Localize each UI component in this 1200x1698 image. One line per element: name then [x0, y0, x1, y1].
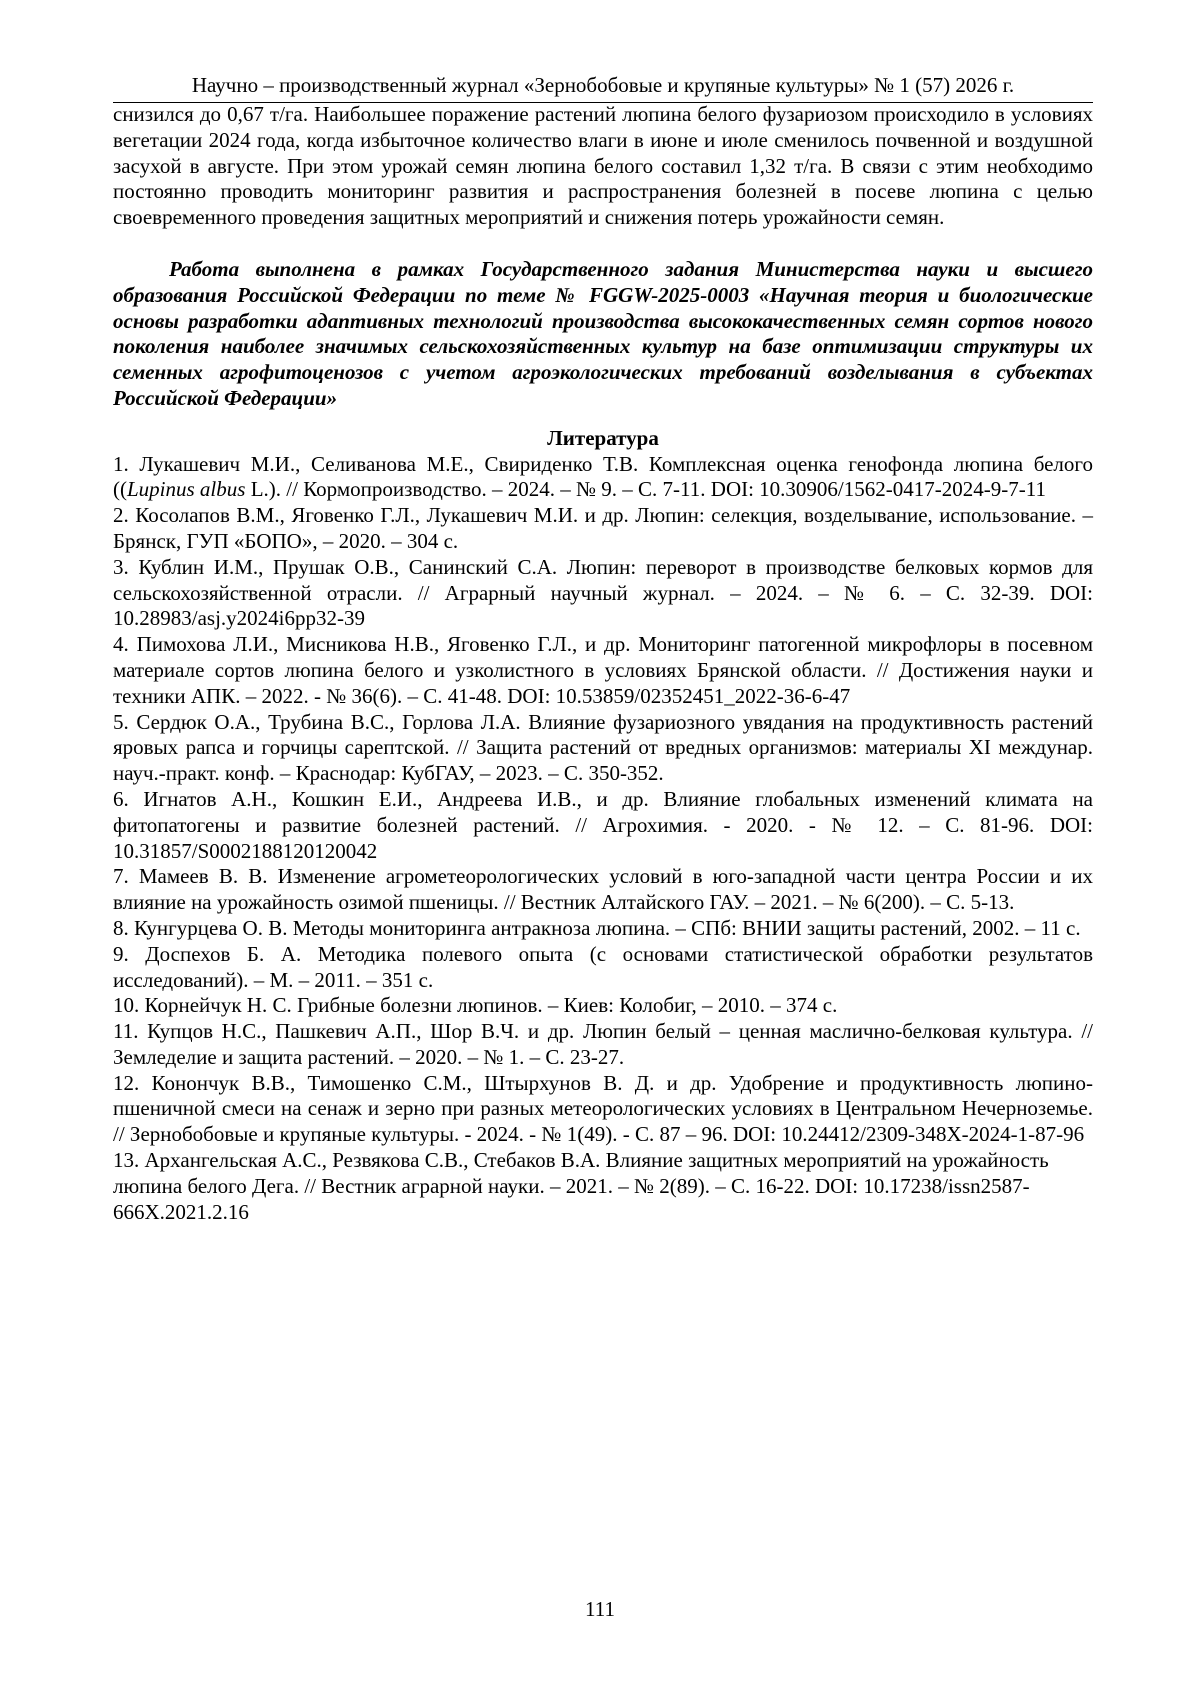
reference-item-5: 5. Сердюк О.А., Трубина В.С., Горлова Л.А. Влияние фузариозного увядания на продуктивность растений яровых рапса и горчицы сарептской. // Защита растений от вредных организмов: материалы XI междунар. науч.-практ. конф. – Краснодар: КубГАУ, – 2023. – С. 350-352. [113, 709, 1093, 786]
reference-item-13: 13. Архангельская А.С., Резвякова С.В., Стебаков В.А. Влияние защитных мероприятий на урожайность люпина белого Дега. // Вестник аграрной науки. – 2021. – № 2(89). – С. 16-22. DOI: 10.17238/issn2587-666X.2021.2.16 [113, 1148, 1049, 1224]
running-header: Научно – производственный журнал «Зернобобовые и крупяные культуры» № 1 (57) 2026 г. [191, 73, 1015, 97]
reference-item-2: 2. Косолапов В.М., Яговенко Г.Л., Лукашевич М.И. и др. Люпин: селекция, возделывание, использование. – Брянск, ГУП «БОПО», – 2020. – 304 с. [113, 503, 1093, 553]
page-content [113, 102, 1093, 1225]
reference-item-6: 6. Игнатов А.Н., Кошкин Е.И., Андреева И.В., и др. Влияние глобальных изменений климата на фитопатогены и развитие болезней растений. // Агрохимия. - 2020. - № 12. – С. 81-96. DOI: 10.31857/S0002188120120042 [113, 786, 1093, 863]
reference-1-text-start: 1. Лукашевич М.И., Селиванова М.Е., Свириденко Т.В. Комплексная оценка генофонда люпина белого (( [113, 451, 1093, 502]
reference-item-8: 8. Кунгурцева О. В. Методы мониторинга антракноза люпина. – СПб: ВНИИ защиты растений, 2002. – 11 с. [113, 915, 1081, 940]
reference-item-3: 3. Кублин И.М., Прушак О.В., Санинский С.А. Люпин: переворот в производстве белковых кормов для сельскохозяйственной отрасли. // Аграрный научный журнал. – 2024. – № 6. – С. 32-39. DOI: 10.28983/asj.y2024i6pp32-39 [113, 554, 1093, 631]
reference-1-text-end: L.). // Кормопроизводство. – 2024. – № 9. – С. 7-11. DOI: 10.30906/1562-0417-2024-9-7-11 [245, 477, 1046, 502]
funding-acknowledgement: Работа выполнена в рамках Государственного задания Министерства науки и высшего образования Российской Федерации по теме № FGGW-2025-0003 «Научная теория и биологические основы разработки адаптивных технологий производства высококачественных семян сортов нового поколения наиболее значимых сельскохозяйственных культур на базе оптимизации структуры их семенных агрофитоценозов с учетом агроэкологических требований возделывания в субъектах Российской Федерации» [113, 256, 1093, 410]
reference-item-9: 9. Доспехов Б. А. Методика полевого опыта (с основами статистической обработки результатов исследований). – М. – 2011. – 351 с. [113, 941, 1093, 992]
reference-item-1 [113, 452, 1093, 504]
reference-item-10: 10. Корнейчук Н. С. Грибные болезни люпинов. – Киев: Колобиг, – 2010. – 374 с. [113, 993, 838, 1018]
reference-item-4: 4. Пимохова Л.И., Мисникова Н.В., Яговенко Г.Л., и др. Мониторинг патогенной микрофлоры в посевном материале сортов люпина белого и узколистного в условиях Брянской области. // Достижения науки и техники АПК. – 2022. - № 36(6). – С. 41-48. DOI: 10.53859/02352451_2022-36-6-47 [113, 632, 1093, 708]
reference-1-species-name: Lupinus albus [127, 477, 246, 502]
reference-list [113, 452, 1093, 1226]
reference-item-12: 12. Конончук В.В., Тимошенко С.М., Штырхунов В. Д. и др. Удобрение и продуктивность люпино-пшеничной смеси на сенаж и зерно при разных метеорологических условиях в Центральном Нечерноземье. // Зернобобовые и крупяные культуры. - 2024. - № 1(49). - С. 87 – 96. DOI: 10.24412/2309-348X-2024-1-87-96 [113, 1070, 1093, 1147]
reference-item-7: 7. Мамеев В. В. Изменение агрометеорологических условий в юго-западной части центра России и их влияние на урожайность озимой пшеницы. // Вестник Алтайского ГАУ. – 2021. – № 6(200). – С. 5-13. [113, 864, 1093, 915]
body-paragraph: снизился до 0,67 т/га. Наибольшее поражение растений люпина белого фузариозом происходило в условиях вегетации 2024 года, когда избыточное количество влаги в июне и июле сменилось почвенной и воздушной засухой в августе. При этом урожай семян люпина белого составил 1,32 т/га. В связи с этим необходимо постоянно проводить мониторинг развития и распространения болезней в посеве люпина с целью своевременного проведения защитных мероприятий и снижения потерь урожайности семян. [113, 102, 1093, 230]
page-number: 111 [585, 1597, 615, 1621]
literature-heading: Литература [547, 425, 659, 450]
reference-item-11: 11. Купцов Н.С., Пашкевич А.П., Шор В.Ч. и др. Люпин белый – ценная маслично-белковая культура. // Земледелие и защита растений. – 2020. – № 1. – С. 23-27. [113, 1019, 1093, 1069]
